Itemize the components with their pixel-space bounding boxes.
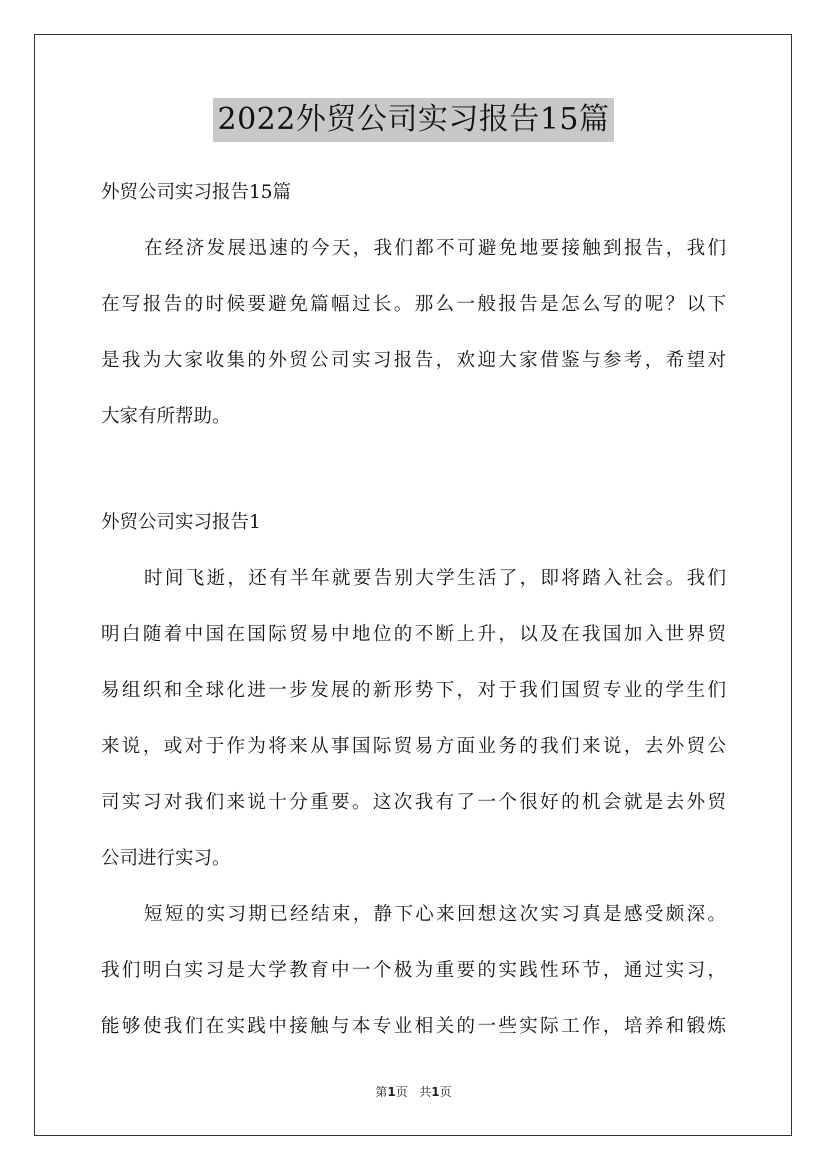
intro-line: 在经济发展迅速的今天，我们都不可避免地要接触到报告，我们: [144, 238, 726, 259]
section-spacer: [101, 450, 726, 500]
title-container: [0, 98, 827, 142]
document-title: 2022外贸公司实习报告15篇: [213, 98, 613, 142]
paragraph-line: 时间飞逝，还有半年就要告别大学生活了，即将踏入社会。我们: [144, 568, 726, 589]
total-pages: 1: [431, 1085, 440, 1099]
document-subtitle: 外贸公司实习报告15篇: [101, 182, 292, 203]
paragraph-line: 公司进行实习。: [101, 848, 231, 869]
paragraph-line: 我们明白实习是大学教育中一个极为重要的实践性环节，通过实习，: [101, 960, 726, 981]
page-suffix: 页: [395, 1085, 408, 1099]
page-number: 1: [387, 1085, 396, 1099]
intro-paragraph: [101, 226, 726, 450]
intro-line: 是我为大家收集的外贸公司实习报告，欢迎大家借鉴与参考，希望对: [101, 350, 726, 371]
page-prefix: 第: [375, 1085, 388, 1099]
paragraph-line: 来说，或对于作为将来从事国际贸易方面业务的我们来说，去外贸公: [101, 736, 726, 757]
paragraph-line: 易组织和全球化进一步发展的新形势下，对于我们国贸专业的学生们: [101, 680, 726, 701]
paragraph-line: 司实习对我们来说十分重要。这次我有了一个很好的机会就是去外贸: [101, 792, 726, 813]
document-body: [101, 170, 726, 1060]
total-suffix: 页: [439, 1085, 452, 1099]
section-heading: 外贸公司实习报告1: [101, 512, 261, 533]
intro-line: 在写报告的时候要避免篇幅过长。那么一般报告是怎么写的呢？以下: [101, 294, 726, 315]
page-footer: [0, 1083, 827, 1100]
paragraph-line: 短短的实习期已经结束，静下心来回想这次实习真是感受颇深。: [144, 904, 726, 925]
body-paragraph-1: [101, 556, 726, 892]
total-prefix: 共: [419, 1085, 432, 1099]
paragraph-line: 能够使我们在实践中接触与本专业相关的一些实际工作，培养和锻炼: [101, 1016, 726, 1037]
body-paragraph-2: [101, 892, 726, 1060]
intro-line: 大家有所帮助。: [101, 406, 231, 427]
paragraph-line: 明白随着中国在国际贸易中地位的不断上升，以及在我国加入世界贸: [101, 624, 726, 645]
